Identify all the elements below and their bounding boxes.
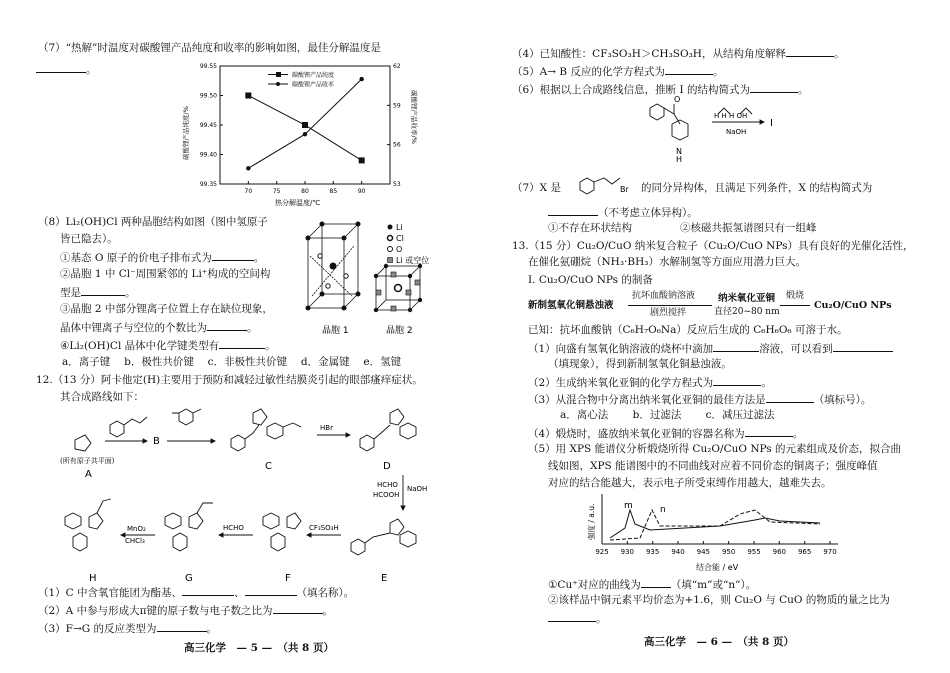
q12-3: （3）F→G 的反应类型为 。 bbox=[38, 623, 217, 635]
q13-3-options: a．离心法 b．过滤法 c．减压过滤法 bbox=[560, 409, 775, 421]
q13-known: 已知：抗坏血酸钠（C₆H₇O₆Na）反应后生成的 C₆H₆O₆ 可溶于水。 bbox=[528, 324, 848, 336]
q13-5-i1: ①Cu⁺对应的曲线为 （填“m”或“n”）。 bbox=[548, 579, 757, 591]
q13-5b: 线如图，XPS 能谱图中的不同曲线对应着不同价态的铜离子；强度峰值 bbox=[548, 460, 878, 472]
xps-xtick-label: 925 bbox=[595, 548, 609, 556]
q12-1: （1）C 中含氧官能团为酯基、 、 （填名称）。 bbox=[38, 587, 355, 599]
c1-point-purity bbox=[302, 122, 308, 128]
xps-xtick-label: 935 bbox=[645, 548, 660, 556]
q8-s2b: 型是 。 bbox=[60, 287, 136, 299]
legend-li-vacancy: Li 或空位 bbox=[396, 256, 430, 265]
reagent-cf3so3h: CF₃SO₃H bbox=[309, 524, 339, 532]
q13-1c: （填现象），得到新制氢氧化铜悬浊液。 bbox=[548, 358, 732, 370]
label-A: A bbox=[85, 469, 92, 480]
c1-xtick-label: 70 bbox=[244, 188, 253, 195]
q12-title: 12.（13 分）阿卡他定(H)主要用于预防和减轻过敏性结膜炎引起的眼部瘙痒症状。 bbox=[36, 374, 423, 386]
q8-intro1: （8）Li₂(OH)Cl 两种晶胞结构如图（图中氢原子 bbox=[38, 216, 268, 228]
q8-s1: ①基态 O 原子的价电子排布式为 。 bbox=[60, 252, 265, 264]
c1-xtick-label: 90 bbox=[357, 188, 366, 195]
cell1-label: 晶胞 1 bbox=[322, 326, 349, 336]
q13-section: I. Cu₂O/CuO NPs 的制备 bbox=[528, 274, 653, 286]
xps-label-n: n bbox=[660, 505, 666, 515]
xps-curve-m bbox=[610, 510, 820, 538]
q8-options: a．离子键 b．极性共价键 c．非极性共价键 d．金属键 e．氢键 bbox=[62, 356, 402, 368]
xps-ylabel: 强度 / a.u. bbox=[587, 503, 596, 540]
reagent-hcooh: HCOOH bbox=[373, 491, 400, 499]
q13-flow: 新制氢氧化铜悬浊液 抗坏血酸钠溶液 剧烈搅拌 纳米氧化亚铜 直径20~80 nm 煅烧 Cu₂O/CuO NPs bbox=[528, 291, 892, 318]
legend-cl: Cl bbox=[396, 234, 404, 243]
cell2-label: 晶胞 2 bbox=[386, 326, 413, 336]
q6-product-I: I bbox=[770, 118, 773, 129]
xps-curve-n bbox=[610, 510, 820, 540]
q13-title2: 在催化氨硼烷（NH₃·BH₃）水解制氢等方面应用潜力巨大。 bbox=[528, 256, 806, 268]
q12-4: （4）已知酸性：CF₃SO₃H＞CH₃SO₃H，从结构角度解释 。 bbox=[512, 48, 845, 60]
c1-y2tick-label: 59 bbox=[393, 102, 401, 110]
c1-xtick-label: 80 bbox=[301, 188, 309, 195]
q6-scheme bbox=[640, 96, 800, 172]
reagent-naoh: NaOH bbox=[407, 485, 428, 493]
reagent-chcl3: CHCl₃ bbox=[125, 537, 145, 545]
q12-7b: （不考虑立体异构）。 bbox=[548, 205, 698, 220]
c1-xlabel: 热分解温度/℃ bbox=[275, 199, 321, 207]
q13-2: （2）生成纳米氧化亚铜的化学方程式为 。 bbox=[528, 377, 772, 389]
c1-ytick-label: 99.35 bbox=[199, 181, 217, 188]
a-note: (所有原子共平面) bbox=[60, 457, 115, 465]
svg-text:O: O bbox=[674, 96, 681, 104]
xps-xlabel: 结合能 / eV bbox=[696, 563, 739, 572]
xps-xtick-label: 930 bbox=[620, 548, 635, 556]
svg-text:H: H bbox=[676, 155, 683, 164]
svg-text:Br: Br bbox=[620, 185, 629, 194]
q13-5c: 对应的结合能越大，表示电子所受束缚作用越大，越难失去。 bbox=[548, 477, 832, 489]
reagent-mno2: MnO₂ bbox=[127, 525, 146, 533]
xps-xtick-label: 965 bbox=[797, 548, 812, 556]
q8-s3a: ③晶胞 2 中部分锂离子位置上存在缺位现象， bbox=[60, 303, 273, 315]
xps-xtick-label: 970 bbox=[823, 548, 837, 556]
legend-yield-label: 碳酸锂产品收率 bbox=[292, 81, 335, 89]
xps-xtick-label: 940 bbox=[671, 548, 685, 556]
q8-s3b: 晶体中锂离子与空位的个数比为 。 bbox=[60, 322, 258, 334]
q13-1a: （1）向盛有氢氧化钠溶液的烧杯中滴加 溶液，可以看到 bbox=[528, 341, 893, 356]
q12-5: （5）A→ B 反应的化学方程式为 。 bbox=[512, 66, 724, 78]
label-G: G bbox=[185, 573, 193, 583]
label-E: E bbox=[381, 573, 388, 583]
q7-structure bbox=[572, 168, 652, 200]
crystal-cells bbox=[300, 216, 440, 344]
reagent-hcho-2: HCHO bbox=[223, 524, 244, 532]
xps-xtick-label: 945 bbox=[696, 548, 711, 556]
reagent-hbr: HBr bbox=[320, 424, 333, 432]
q13-4: （4）煅烧时，盛放纳米氧化亚铜的容器名称为 。 bbox=[528, 428, 804, 440]
q8-s4: ④Li₂(OH)Cl 晶体中化学键类型有 。 bbox=[60, 340, 276, 352]
c1-point-yield bbox=[359, 77, 363, 81]
q12-2: （2）A 中参与形成大π键的原子数与电子数之比为 。 bbox=[38, 605, 334, 617]
q6-naoh: NaOH bbox=[726, 128, 747, 136]
label-F: F bbox=[285, 573, 291, 583]
q13-5-i2-blank: 。 bbox=[548, 611, 607, 626]
xps-chart bbox=[580, 490, 850, 574]
xps-xtick-label: 955 bbox=[747, 548, 761, 556]
q13-title: 13.（15 分）Cu₂O/CuO 纳米复合粒子（Cu₂O/CuO NPs）具有良好的光催化活性， bbox=[512, 240, 914, 252]
q7-text: （7）“热解”时温度对碳酸锂产品纯度和收率的影响如图，最佳分解温度是 bbox=[38, 42, 381, 54]
c1-point-yield bbox=[246, 166, 250, 170]
legend-o: O bbox=[396, 245, 403, 254]
c1-y2tick-label: 53 bbox=[393, 181, 401, 188]
reagent-hcho-1: HCHO bbox=[377, 481, 398, 489]
c1-xtick-label: 75 bbox=[272, 188, 281, 195]
q13-5a: （5）用 XPS 能谱仪分析煅烧所得 Cu₂O/CuO NPs 的元素组成及价态，拟合曲 bbox=[528, 443, 902, 455]
xps-label-m: m bbox=[624, 501, 633, 511]
c1-ylabel: 碳酸锂产品纯度/% bbox=[182, 106, 190, 160]
purity-yield-chart bbox=[180, 60, 420, 210]
xps-xtick-label: 950 bbox=[721, 548, 736, 556]
label-H: H bbox=[89, 573, 97, 583]
c1-point-purity bbox=[245, 93, 251, 99]
c1-ytick-label: 99.50 bbox=[199, 92, 217, 100]
c1-point-yield bbox=[303, 132, 307, 136]
q8-intro2: 皆已隐去）。 bbox=[60, 233, 118, 245]
c1-y2tick-label: 62 bbox=[393, 63, 401, 70]
label-C: C bbox=[265, 461, 272, 472]
c1-ytick-label: 99.45 bbox=[199, 122, 217, 129]
c1-ytick-label: 99.55 bbox=[199, 63, 217, 70]
q7-answer-line[interactable]: 。 bbox=[36, 62, 97, 77]
footer-page-6: 高三化学 — 6 — （共 8 页） bbox=[644, 636, 794, 648]
legend-purity-label: 碳酸锂产品纯度 bbox=[292, 72, 335, 79]
xps-xtick-label: 960 bbox=[772, 548, 787, 556]
q8-s2a: ②晶胞 1 中 Cl⁻周围紧邻的 Li⁺构成的空间构 bbox=[60, 268, 271, 280]
q13-3: （3）从混合物中分离出纳米氧化亚铜的最佳方法是 （填标号）。 bbox=[528, 394, 872, 406]
q6-reagent-top: H H H OH bbox=[714, 112, 748, 120]
c1-y2label: 碳酸锂产品收率/% bbox=[410, 90, 418, 144]
synthesis-route bbox=[55, 405, 455, 583]
q13-5-i2: ②该样品中铜元素平均价态为+1.6，则 Cu₂O 与 CuO 的物质的量之比为 bbox=[548, 594, 890, 606]
c1-ytick-label: 99.40 bbox=[199, 151, 217, 159]
q12-7a: （7）X 是 的同分异构体，且满足下列条件，X 的结构简式为 bbox=[512, 182, 873, 194]
label-B: B bbox=[153, 436, 160, 447]
q12-route: 其合成路线如下： bbox=[60, 391, 144, 403]
legend-li: Li bbox=[396, 223, 403, 232]
label-D: D bbox=[383, 461, 391, 472]
footer-page-5: 高三化学 — 5 — （共 8 页） bbox=[184, 642, 334, 654]
q12-6: （6）根据以上合成路线信息，推断 I 的结构简式为 。 bbox=[512, 84, 809, 96]
c1-xtick-label: 85 bbox=[329, 188, 338, 195]
c1-point-purity bbox=[359, 157, 365, 163]
q12-7c: ①不存在环状结构 ②核磁共振氢谱图只有一组峰 bbox=[548, 222, 817, 234]
svg-text:N: N bbox=[676, 147, 682, 156]
c1-y2tick-label: 56 bbox=[393, 141, 401, 149]
